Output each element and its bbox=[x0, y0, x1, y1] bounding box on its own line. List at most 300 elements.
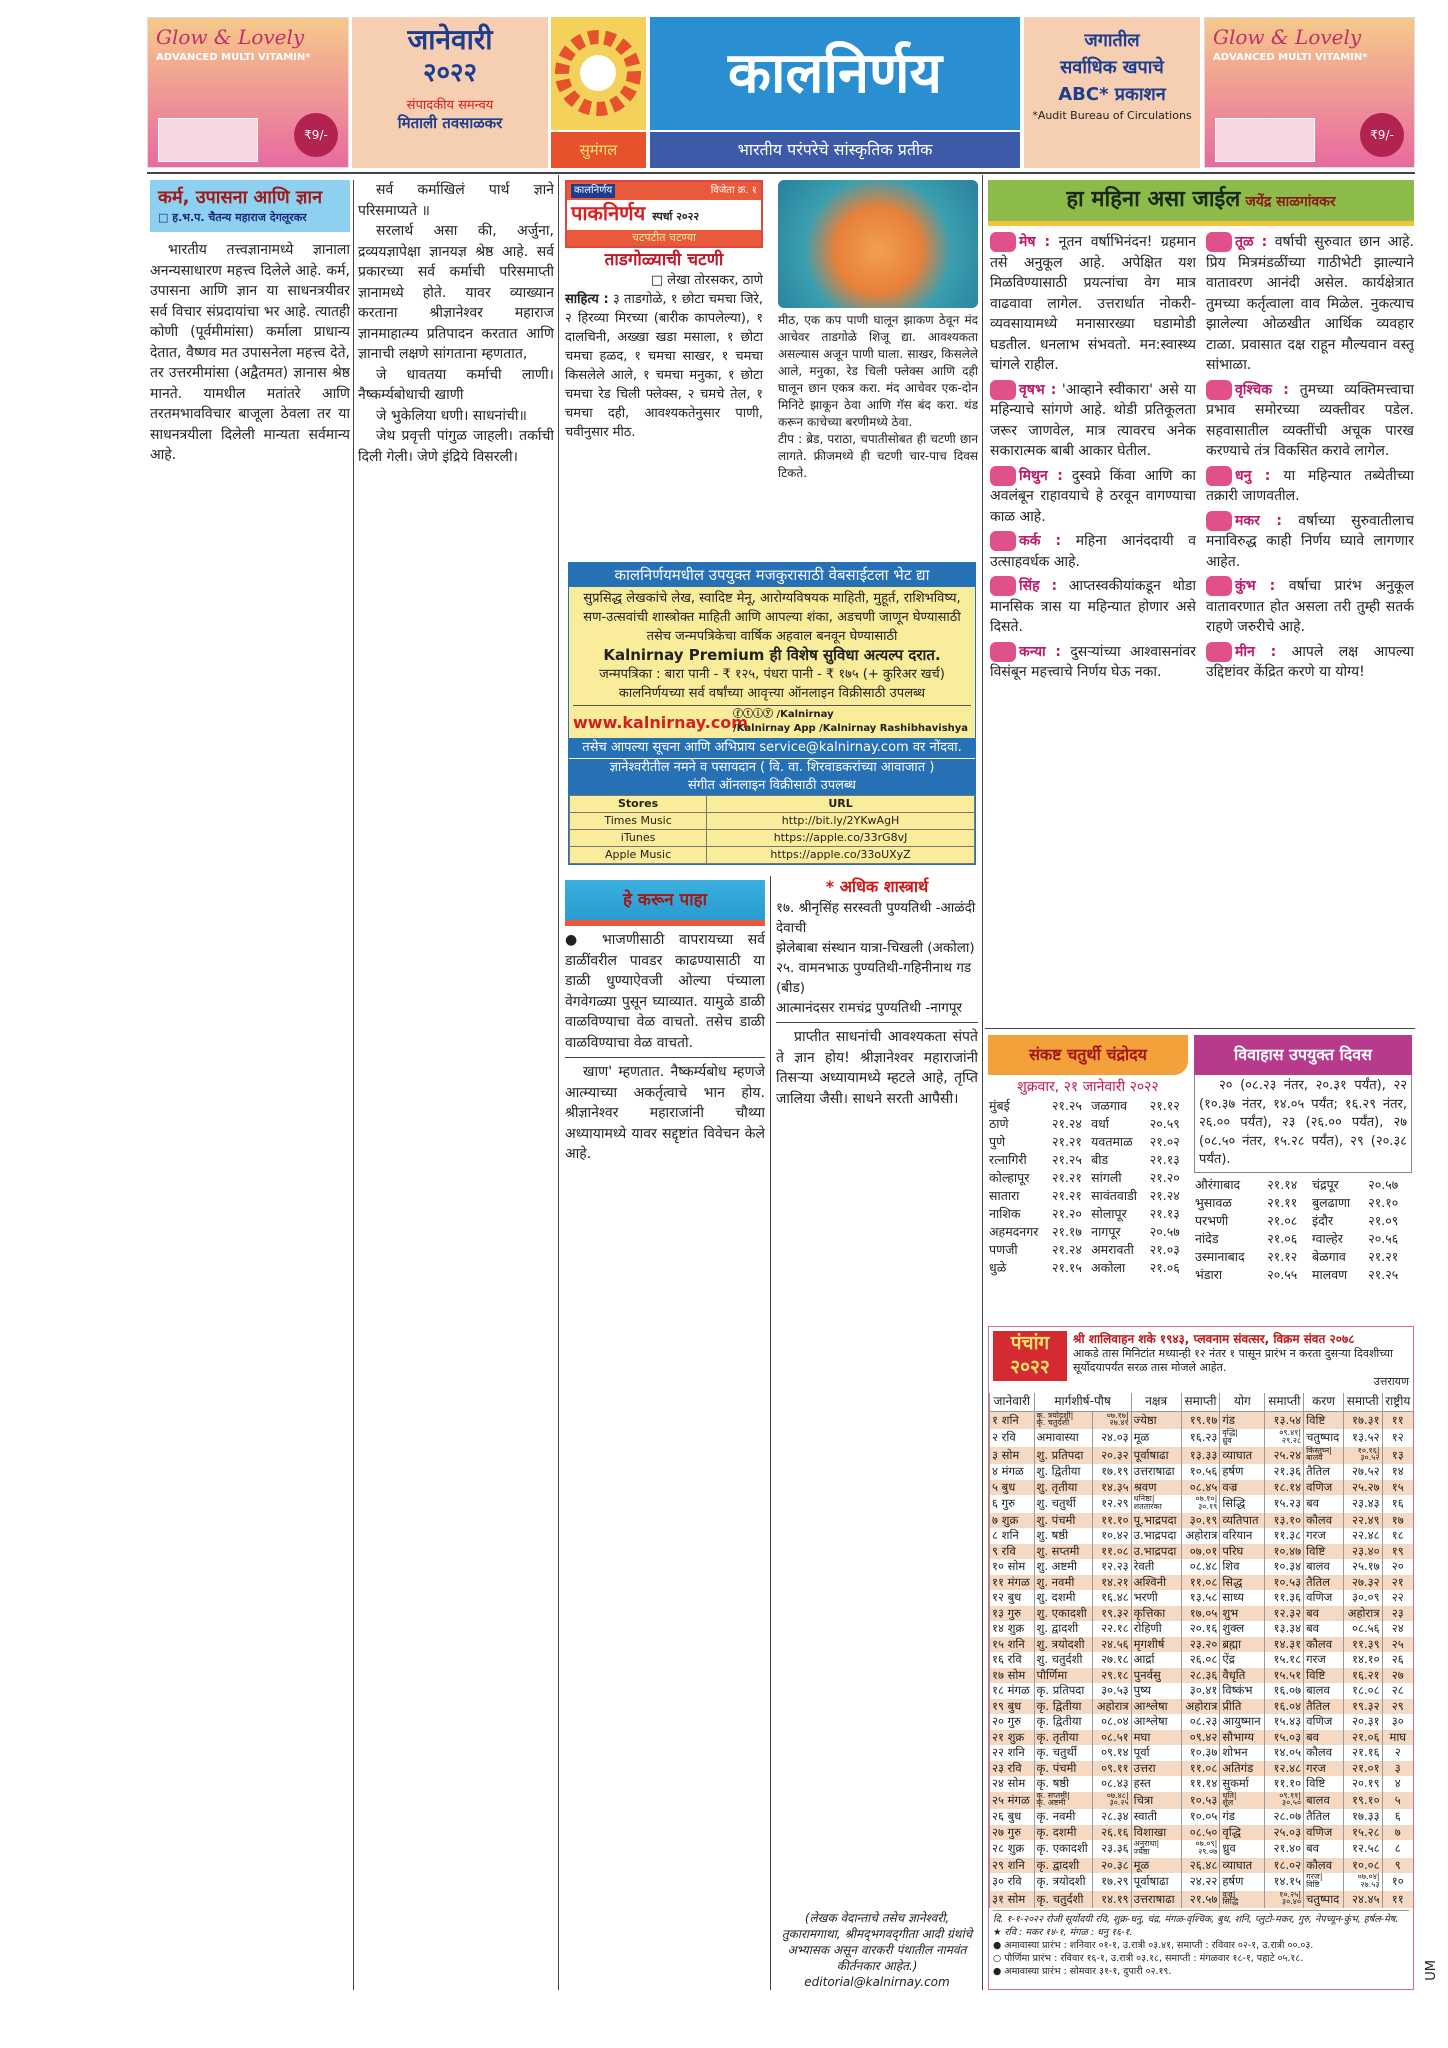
zodiac-sign-name: मीन : bbox=[1235, 643, 1277, 660]
panchang-cell: २६.०८ bbox=[1181, 1652, 1220, 1668]
zodiac-prediction: आपले लक्ष आपल्या उद्दिष्टांवर केंद्रित करणे या योग्य! bbox=[1206, 643, 1414, 680]
panchang-cell: साध्य bbox=[1220, 1590, 1265, 1606]
panchang-cell: ११.०८ bbox=[1181, 1761, 1220, 1777]
panchang-row bbox=[990, 1621, 1414, 1637]
moonrise-time: २१.०९ bbox=[1368, 1212, 1399, 1228]
middle-left-column bbox=[565, 880, 765, 1990]
store-row bbox=[570, 830, 975, 847]
moonrise-row bbox=[988, 1223, 1188, 1241]
panchang-cell bbox=[1034, 1792, 1093, 1810]
panchang-cell: वरियान bbox=[1220, 1528, 1265, 1544]
moonrise-row bbox=[1194, 1194, 1412, 1212]
panchang-cell: विष्टि bbox=[1304, 1411, 1344, 1429]
zodiac-sign-icon bbox=[1206, 232, 1232, 252]
product-image bbox=[158, 118, 258, 162]
panchang-cell: बालव bbox=[1304, 1559, 1344, 1575]
panchang-cell: १०.०५ bbox=[1181, 1809, 1220, 1825]
moonrise-time: २१.२१ bbox=[1051, 1188, 1082, 1203]
panchang-cell: कृ. द्वादशी bbox=[1034, 1858, 1093, 1874]
panchang-footnote: ○ पौर्णिमा प्रारंभ : रविवार १६-१, उ.रात्री ०३.१८, समाप्ती : मंगळवार १८-१, पहाटे ०५.१८. bbox=[993, 1953, 1304, 1964]
panchang-stacked-value: ०७.४८|३०.२५ bbox=[1106, 1790, 1129, 1807]
horoscope-entry bbox=[1206, 576, 1414, 638]
panchang-cell: २१.४० bbox=[1265, 1840, 1304, 1858]
panchang-box bbox=[988, 1326, 1414, 1990]
panchang-cell: ३०.०९ bbox=[1343, 1590, 1382, 1606]
divider bbox=[353, 180, 354, 1990]
panchang-cell: व्याघात bbox=[1220, 1858, 1265, 1874]
panchang-column-header: योग bbox=[1220, 1393, 1265, 1411]
panchang-cell: १९.१७ bbox=[1181, 1411, 1220, 1429]
panchang-cell: वणिज bbox=[1304, 1480, 1344, 1496]
panchang-column-header: करण bbox=[1304, 1393, 1344, 1411]
method-text: मीठ, एक कप पाणी घालून झाकण ठेवून मंद आचेवर ताडगोळे शिजू द्या. आवश्यकता असल्यास अजून पाणी घाला. साखर, किसलेले आले, मनुका, रेड चिली फ्लेक्स आणि दही घालून छान एकत्र करा. मंद आचेवर एक-दोन मिनिटे झाकून ठेवा आणि गॅस बंद करा. थंड करून काचेच्या बरणीमध्ये ठेवा. bbox=[778, 313, 978, 429]
panchang-cell: २०.१६ bbox=[1181, 1621, 1220, 1637]
panchang-cell: १ शनि bbox=[990, 1411, 1035, 1429]
panchang-cell: शु. प्रतिपदा bbox=[1034, 1447, 1093, 1465]
panchang-cell: बालव bbox=[1304, 1683, 1344, 1699]
panchang-row bbox=[990, 1730, 1414, 1746]
panchang-cell: सिद्ध bbox=[1220, 1575, 1265, 1591]
panchang-cell: ४ bbox=[1382, 1776, 1413, 1792]
store-row bbox=[570, 847, 975, 864]
divider bbox=[147, 172, 1415, 174]
paknirnay-banner bbox=[565, 180, 763, 248]
recipe-author: □ लेखा तोरसकर, ठाणे bbox=[650, 273, 763, 288]
app-link[interactable]: /Kalnirnay App bbox=[733, 723, 816, 734]
panchang-cell bbox=[1343, 1447, 1382, 1465]
website-link[interactable]: www.kalnirnay.com bbox=[573, 712, 748, 732]
moonrise-time: २१.२० bbox=[1149, 1170, 1180, 1185]
paknirnay-subtitle: चटपटीत चटण्या bbox=[632, 231, 696, 244]
panchang-cell: ३ bbox=[1382, 1761, 1413, 1777]
panchang-cell: प्रीति bbox=[1220, 1699, 1265, 1715]
moonrise-time: २१.२० bbox=[1051, 1206, 1082, 1221]
advertisement-left[interactable] bbox=[147, 17, 349, 168]
panchang-cell: १३.५८ bbox=[1181, 1590, 1220, 1606]
recipe-title: ताडगोळ्याची चटणी bbox=[604, 250, 724, 270]
recipe-left bbox=[565, 180, 763, 556]
panchang-cell: बव bbox=[1304, 1840, 1344, 1858]
panchang-cell: शु. चतुर्थी bbox=[1034, 1495, 1093, 1513]
panchang-title: श्री शालिवाहन शके १९४३, प्लवनाम संवत्सर, विक्रम संवत २०७८ bbox=[1073, 1332, 1355, 1346]
panchang-stacked-value: गरज|विष्टि bbox=[1306, 1872, 1323, 1889]
adhik-list bbox=[776, 898, 978, 1018]
panchang-cell: १३ bbox=[1382, 1447, 1413, 1465]
panchang-cell: वणिज bbox=[1304, 1825, 1344, 1841]
panchang-cell: शिव bbox=[1220, 1559, 1265, 1575]
city-name: सावंतवाडी bbox=[1091, 1188, 1138, 1203]
zodiac-prediction: 'आव्हाने स्वीकारा' असे या महिन्याचे सांगणे आहे. थोडी प्रतिकूलता जरूर जाणवेल, मात्र त्यावरच अनेक सकारात्मक बाबी आकार घेतील. bbox=[990, 381, 1196, 459]
panchang-cell bbox=[1093, 1792, 1131, 1810]
panchang-cell: अतिगंड bbox=[1220, 1761, 1265, 1777]
zodiac-sign-icon bbox=[1206, 511, 1232, 531]
panchang-cell: ३०.१९ bbox=[1181, 1513, 1220, 1529]
zodiac-sign-name: कन्या : bbox=[1019, 643, 1061, 660]
panchang-cell: तैतिल bbox=[1304, 1464, 1344, 1480]
panchang-row bbox=[990, 1480, 1414, 1496]
moonrise-row bbox=[1194, 1266, 1412, 1284]
zodiac-prediction: महिना आनंददायी व उत्साहवर्धक आहे. bbox=[990, 533, 1196, 570]
horoscope-right bbox=[1206, 232, 1414, 1026]
ayana: उत्तरायण bbox=[1373, 1375, 1409, 1388]
recipe-photo bbox=[778, 180, 978, 308]
city-name: जळगाव bbox=[1091, 1098, 1128, 1113]
panchang-cell: ध्रुव bbox=[1220, 1840, 1265, 1858]
panchang-cell: मृगशीर्ष bbox=[1131, 1637, 1181, 1653]
city-name: ठाणे bbox=[989, 1116, 1009, 1131]
moonrise-time: २१.०६ bbox=[1149, 1260, 1180, 1275]
panchang-cell: १८.०८ bbox=[1343, 1683, 1382, 1699]
panchang-cell: पौर्णिमा bbox=[1034, 1668, 1093, 1684]
panchang-cell: शु. त्रयोदशी bbox=[1034, 1637, 1093, 1653]
vivah-heading: विवाहास उपयुक्त दिवस bbox=[1194, 1035, 1412, 1075]
panchang-cell: १४.२१ bbox=[1093, 1575, 1131, 1591]
panchang-footnote: ● अमावास्या प्रारंभ : सोमवार ३१-१, दुपारी ०२.१९. bbox=[993, 1966, 1172, 1977]
panchang-cell: २४ सोम bbox=[990, 1776, 1035, 1792]
moonrise-time: २१.२५ bbox=[1051, 1152, 1082, 1167]
panchang-cell: आर्द्रा bbox=[1131, 1652, 1181, 1668]
url-header: URL bbox=[707, 796, 975, 813]
panchang-cell bbox=[1034, 1411, 1093, 1429]
panchang-cell: शु. सप्तमी bbox=[1034, 1544, 1093, 1560]
moonrise-time: २१.०३ bbox=[1149, 1242, 1180, 1257]
moonrise-row bbox=[988, 1187, 1188, 1205]
zodiac-sign-name: धनु : bbox=[1235, 467, 1271, 484]
panchang-cell: १०.०८ bbox=[1343, 1858, 1382, 1874]
divider bbox=[982, 175, 983, 1990]
panchang-cell: २६ बुध bbox=[990, 1809, 1035, 1825]
ingredients-text: ३ ताडगोळे, १ छोटा चमचा जिरे, २ हिरव्या मिरच्या (बारीक कापलेल्या), १ दालचिनी, अख्खा खडा मसाला, १ छोटा चमचा हळद, १ चमचा साखर, १ चमचा किसलेले आले, १ चमचा मनुका, १ छोटा चमचा रेड चिली फ्लेक्स, २ चमचे तेल, १ चमचा दही, आवश्यकतेनुसार पाणी, चवीनुसार मीठ. bbox=[565, 292, 763, 440]
panchang-footnotes bbox=[993, 1910, 1409, 1978]
divider bbox=[985, 1028, 1415, 1029]
city-name: नांदेड bbox=[1195, 1230, 1219, 1246]
store-url[interactable]: https://apple.co/33rG8vJ bbox=[707, 830, 975, 847]
panchang-cell: ६ गुरु bbox=[990, 1495, 1035, 1513]
panchang-cell: शु. द्वादशी bbox=[1034, 1621, 1093, 1637]
panchang-cell: कृ. चतुर्थी bbox=[1034, 1745, 1093, 1761]
panchang-cell: १४.१० bbox=[1343, 1652, 1382, 1668]
panchang-cell: वणिज bbox=[1304, 1590, 1344, 1606]
panchang-cell: २७ गुरु bbox=[990, 1825, 1035, 1841]
rashibhavishya-link[interactable]: /Kalnirnay Rashibhavishya bbox=[819, 723, 969, 734]
panchang-row bbox=[990, 1447, 1414, 1465]
panchang-cell: २२.४८ bbox=[1343, 1528, 1382, 1544]
panchang-cell: २५.१७ bbox=[1343, 1559, 1382, 1575]
panchang-cell: २३ रवि bbox=[990, 1761, 1035, 1777]
horoscope-entry bbox=[990, 642, 1196, 683]
panchang-stacked-value: १०.१६|३०.५२ bbox=[1357, 1445, 1380, 1462]
panchang-cell: गरज bbox=[1304, 1528, 1344, 1544]
article-author: □ ह.भ.प. चैतन्य महाराज देगलूरकर bbox=[158, 211, 307, 224]
panchang-row bbox=[990, 1714, 1414, 1730]
panchang-cell: २४.५६ bbox=[1093, 1637, 1131, 1653]
panchang-cell: १६ रवि bbox=[990, 1652, 1035, 1668]
panchang-cell: कौलव bbox=[1304, 1858, 1344, 1874]
panchang-cell: २९.१८ bbox=[1093, 1668, 1131, 1684]
panchang-cell: १५ bbox=[1382, 1480, 1413, 1496]
panchang-stacked-value: ०७.१०|३०.१९ bbox=[1195, 1494, 1218, 1511]
panchang-cell: १०.४२ bbox=[1093, 1528, 1131, 1544]
abc-note: *Audit Bureau of Circulations bbox=[1032, 109, 1192, 122]
panchang-cell: १० सोम bbox=[990, 1559, 1035, 1575]
store-url[interactable]: http://bit.ly/2YKwAgH bbox=[707, 813, 975, 830]
divider bbox=[770, 876, 771, 1990]
city-name: नाशिक bbox=[989, 1206, 1021, 1221]
zodiac-sign-icon bbox=[990, 232, 1016, 252]
panchang-cell: २८.०७ bbox=[1265, 1809, 1304, 1825]
panchang-cell: १६.०४ bbox=[1265, 1699, 1304, 1715]
panchang-cell: २०.१९ bbox=[1343, 1776, 1382, 1792]
moonrise-row bbox=[1194, 1212, 1412, 1230]
store-url[interactable]: https://apple.co/33oUXyZ bbox=[707, 847, 975, 864]
moonrise-time: २१.२४ bbox=[1051, 1242, 1082, 1257]
moonrise-row bbox=[988, 1241, 1188, 1259]
panchang-cell: २० गुरु bbox=[990, 1714, 1035, 1730]
moonrise-row bbox=[988, 1169, 1188, 1187]
author-note bbox=[776, 1910, 978, 1990]
social-icons[interactable]: ⓕⓣⓘⓨ bbox=[733, 709, 777, 720]
panchang-stacked-value: किंस्तुघ्न|बालव bbox=[1306, 1445, 1332, 1462]
horoscope-entry bbox=[1206, 642, 1414, 683]
panchang-cell: २१.३६ bbox=[1265, 1464, 1304, 1480]
zodiac-prediction: नूतन वर्षाभिनंदन! ग्रहमान तसे अनुकूल आहे. अपेक्षित यश मिळविण्यासाठी प्रयत्नांचा वेग मात्र वाढवावा लागेल. उत्तरार्धात नोकरी-व्यवसायामध्ये मनासारख्या घडामोडी घडतील. धनलाभ संभवतो. मन:स्वास्थ्य चांगले राहील. bbox=[990, 234, 1196, 373]
panchang-cell: १५ शनि bbox=[990, 1637, 1035, 1653]
sankashti-date: शुक्रवार, २१ जानेवारी २०२२ bbox=[1017, 1079, 1159, 1095]
panchang-cell: पूर्वा bbox=[1131, 1745, 1181, 1761]
panchang-cell bbox=[1343, 1873, 1382, 1891]
panchang-cell: कृ. नवमी bbox=[1034, 1809, 1093, 1825]
panchang-cell: २०.३२ bbox=[1093, 1447, 1131, 1465]
panchang-stacked-value: ०९.११|३०.५० bbox=[1279, 1790, 1302, 1807]
panchang-cell: विष्टि bbox=[1304, 1776, 1344, 1792]
horoscope-heading bbox=[988, 180, 1414, 226]
panchang-cell: १२.२९ bbox=[1093, 1495, 1131, 1513]
panchang-cell: २४.२२ bbox=[1181, 1873, 1220, 1891]
middle-right-column bbox=[776, 876, 978, 1990]
city-name: अकोला bbox=[1091, 1260, 1126, 1275]
panchang-cell: १६.०७ bbox=[1265, 1683, 1304, 1699]
promo-line: तसेच जन्मपत्रिकेचा वार्षिक अहवाल बनवून घेण्यासाठी bbox=[646, 629, 898, 644]
panchang-cell: १९.३२ bbox=[1093, 1606, 1131, 1622]
ad-brand: Glow & Lovely bbox=[1213, 25, 1362, 49]
advertisement-right[interactable] bbox=[1204, 17, 1415, 168]
panchang-row bbox=[990, 1891, 1414, 1909]
panchang-cell: विष्टि bbox=[1304, 1544, 1344, 1560]
panchang-cell: रोहिणी bbox=[1131, 1621, 1181, 1637]
abc-line2: सर्वाधिक खपाचे bbox=[1060, 57, 1164, 78]
panchang-cell: १७.१९ bbox=[1093, 1464, 1131, 1480]
panchang-cell: ८ शनि bbox=[990, 1528, 1035, 1544]
panchang-cell: कृ. तृतीया bbox=[1034, 1730, 1093, 1746]
panchang-column-header: समाप्ती bbox=[1343, 1393, 1382, 1411]
panchang-cell: मूळ bbox=[1131, 1858, 1181, 1874]
tip-heading: हे करून पाहा bbox=[565, 880, 765, 926]
city-name: बीड bbox=[1091, 1152, 1109, 1167]
moonrise-time: २१.१४ bbox=[1267, 1176, 1298, 1192]
panchang-cell: २ bbox=[1382, 1745, 1413, 1761]
moonrise-time: २१.२१ bbox=[1051, 1134, 1082, 1149]
panchang-stacked-value: वज्र|सिद्धि bbox=[1222, 1889, 1239, 1906]
panchang-cell: ११.०८ bbox=[1181, 1575, 1220, 1591]
panchang-cell: कृ. त्रयोदशी bbox=[1034, 1873, 1093, 1891]
promo-line: कालनिर्णयच्या सर्व वर्षांच्या आवृत्त्या ऑनलाइन विक्रीसाठी उपलब्ध bbox=[618, 686, 926, 701]
paknirnay-brand: कालनिर्णय bbox=[571, 184, 615, 198]
moonrise-time: २०.५७ bbox=[1368, 1176, 1399, 1192]
panchang-cell: पुष्य bbox=[1131, 1683, 1181, 1699]
panchang-cell: उत्तराषाढा bbox=[1131, 1464, 1181, 1480]
ingredients-label: साहित्य : bbox=[565, 292, 609, 307]
moonrise-time: २१.२१ bbox=[1368, 1248, 1399, 1264]
panchang-cell: तैतिल bbox=[1304, 1809, 1344, 1825]
vivah-dates: २० (०८.२३ नंतर, २०.३१ पर्यंत), २२ (१०.३७ नंतर, १४.०५ पर्यंत; १६.२९ नंतर, २६.०० पर्यंत), २३ (२६.०० पर्यंत), २७ (०८.५० नंतर, १५.२८ पर्यंत), २९ (२०.३८ पर्यंत). bbox=[1194, 1075, 1412, 1173]
margin-mark: UM bbox=[1424, 1960, 1439, 1981]
panchang-cell: १० bbox=[1382, 1873, 1413, 1891]
panchang-cell: ऐंद्र bbox=[1220, 1652, 1265, 1668]
panchang-cell: ०८.०४ bbox=[1093, 1714, 1131, 1730]
panchang-cell: कृ. प्रतिपदा bbox=[1034, 1683, 1093, 1699]
ad-tagline: ADVANCED MULTI VITAMIN* bbox=[1213, 52, 1368, 63]
city-name: सांगली bbox=[1091, 1170, 1122, 1185]
panchang-cell: १०.३७ bbox=[1181, 1745, 1220, 1761]
store-name: Times Music bbox=[570, 813, 707, 830]
panchang-cell: पूर्वाषाढा bbox=[1131, 1447, 1181, 1465]
panchang-cell: १७.०५ bbox=[1181, 1606, 1220, 1622]
moonrise-time: २१.१७ bbox=[1051, 1224, 1082, 1239]
editorial-email[interactable]: editorial@kalnirnay.com bbox=[804, 1975, 950, 1989]
panchang-top bbox=[989, 1327, 1413, 1393]
panchang-cell: १२ bbox=[1382, 1429, 1413, 1447]
article-left-column bbox=[150, 180, 350, 1990]
panchang-cell: कौलव bbox=[1304, 1637, 1344, 1653]
city-name: अमरावती bbox=[1091, 1242, 1134, 1257]
panchang-cell: ७ शुक्र bbox=[990, 1513, 1035, 1529]
panchang-cell: २०.३८ bbox=[1093, 1858, 1131, 1874]
panchang-cell: ०८.४५ bbox=[1181, 1480, 1220, 1496]
horoscope-left bbox=[990, 232, 1196, 1026]
article-paragraph: जेथ प्रवृत्ती पांगुळ जाहली। तर्काची दिली गेली। जेणे इंद्रिये विसरली। bbox=[358, 428, 554, 465]
social-handle[interactable]: /Kalnirnay bbox=[776, 709, 834, 720]
panchang-cell: ११.१० bbox=[1265, 1776, 1304, 1792]
panchang-cell: ११ bbox=[1382, 1411, 1413, 1429]
moonrise-row bbox=[988, 1115, 1188, 1133]
city-name: धुळे bbox=[989, 1260, 1007, 1275]
zodiac-sign-name: कुंभ : bbox=[1235, 578, 1276, 594]
moonrise-time: २१.२५ bbox=[1368, 1266, 1399, 1282]
sumangal-label: सुमंगल bbox=[551, 132, 646, 168]
panchang-cell: कृ. चतुर्दशी bbox=[1034, 1891, 1093, 1909]
shastrarth-item: १७. श्रीनृसिंह सरस्वती पुण्यतिथी -आळंदी देवाची bbox=[776, 900, 976, 936]
panchang-cell: शु. द्वितीया bbox=[1034, 1464, 1093, 1480]
panchang-cell: १४.१५ bbox=[1265, 1873, 1304, 1891]
zodiac-prediction: या महिन्यात तब्येतीच्या तक्रारी जाणवतील. bbox=[1206, 467, 1414, 504]
zodiac-prediction: वर्षाचा प्रारंभ अनुकूल वातावरणात होत असला तरी तुम्ही सतर्क राहणे जरुरीचे आहे. bbox=[1206, 578, 1414, 635]
music-line-2: संगीत ऑनलाइन विक्रीसाठी उपलब्ध bbox=[688, 778, 856, 793]
shastrarth-item: झेलेबाबा संस्थान यात्रा-चिखली (अकोला) bbox=[776, 940, 975, 956]
panchang-cell: बव bbox=[1304, 1621, 1344, 1637]
sun-logo-icon bbox=[551, 17, 646, 130]
panchang-row bbox=[990, 1683, 1414, 1699]
editor-name: मिताली तवसाळकर bbox=[397, 114, 503, 132]
panchang-cell: ११.०८ bbox=[1093, 1544, 1131, 1560]
panchang-row bbox=[990, 1840, 1414, 1858]
panchang-cell: शु. दशमी bbox=[1034, 1590, 1093, 1606]
shastrarth-item: २५. वामनभाऊ पुण्यतिथी-गहिनीनाथ गड (बीड) bbox=[776, 960, 972, 996]
panchang-cell bbox=[1181, 1495, 1220, 1513]
panchang-row bbox=[990, 1575, 1414, 1591]
panchang-row bbox=[990, 1606, 1414, 1622]
recipe-right bbox=[778, 180, 978, 556]
panchang-cell: हस्त bbox=[1131, 1776, 1181, 1792]
panchang-cell bbox=[1265, 1429, 1304, 1447]
moonrise-time: २१.१२ bbox=[1267, 1248, 1298, 1264]
moonrise-time: २१.१३ bbox=[1149, 1152, 1180, 1167]
panchang-cell: १५.०३ bbox=[1265, 1730, 1304, 1746]
panchang-cell: कृत्तिका bbox=[1131, 1606, 1181, 1622]
panchang-cell: १०.५३ bbox=[1265, 1575, 1304, 1591]
panchang-cell: अहोरात्र bbox=[1181, 1699, 1220, 1715]
panchang-cell: उ.भाद्रपदा bbox=[1131, 1528, 1181, 1544]
moonrise-time: २१.१५ bbox=[1051, 1260, 1082, 1275]
panchang-cell: २७.३२ bbox=[1343, 1575, 1382, 1591]
panchang-cell: मघा bbox=[1131, 1730, 1181, 1746]
panchang-cell: २५.०३ bbox=[1265, 1825, 1304, 1841]
ad-brand: Glow & Lovely bbox=[156, 25, 305, 49]
panchang-cell: २८.३४ bbox=[1093, 1809, 1131, 1825]
panchang-cell: २४.४५ bbox=[1343, 1891, 1382, 1909]
horoscope-title: हा महिना असा जाईल bbox=[1066, 187, 1241, 212]
panchang-cell: शुभ bbox=[1220, 1606, 1265, 1622]
city-name: चंद्रपूर bbox=[1312, 1176, 1339, 1192]
panchang-cell: शु. षष्ठी bbox=[1034, 1528, 1093, 1544]
panchang-cell: पुनर्वसु bbox=[1131, 1668, 1181, 1684]
panchang-cell: ०७.०१ bbox=[1181, 1544, 1220, 1560]
panchang-cell: ८ bbox=[1382, 1840, 1413, 1858]
moonrise-time: २१.२५ bbox=[1051, 1098, 1082, 1113]
city-name: कोल्हापूर bbox=[989, 1170, 1030, 1185]
panchang-cell: ०८.४८ bbox=[1181, 1559, 1220, 1575]
panchang-cell: २३.४० bbox=[1343, 1544, 1382, 1560]
panchang-cell: १९.३२ bbox=[1343, 1699, 1382, 1715]
panchang-footnote: ★ रवि : मकर १४-१, मंगळ : धनु १६-१. bbox=[993, 1927, 1133, 1938]
store-row bbox=[570, 813, 975, 830]
city-name: बुलढाणा bbox=[1312, 1194, 1351, 1210]
panchang-cell: कृ. षष्ठी bbox=[1034, 1776, 1093, 1792]
panchang-badge-text: पंचांग bbox=[1010, 1332, 1050, 1354]
panchang-cell: २१.०१ bbox=[1343, 1761, 1382, 1777]
panchang-cell: ११.३८ bbox=[1265, 1528, 1304, 1544]
panchang-cell: १५.१८ bbox=[1265, 1652, 1304, 1668]
panchang-cell: २२.४९ bbox=[1343, 1513, 1382, 1529]
panchang-cell: व्याघात bbox=[1220, 1447, 1265, 1465]
moonrise-time: २१.११ bbox=[1267, 1194, 1298, 1210]
panchang-column-header: नक्षत्र bbox=[1131, 1393, 1181, 1411]
zodiac-prediction: वर्षाच्या सुरुवातीलाच मनाविरुद्ध काही निर्णय घ्यावे लागणार आहेत. bbox=[1206, 512, 1414, 570]
panchang-cell: १३ गुरु bbox=[990, 1606, 1035, 1622]
panchang-cell: १३.१० bbox=[1265, 1513, 1304, 1529]
panchang-cell: माघ bbox=[1382, 1730, 1413, 1746]
panchang-cell: अमावास्या bbox=[1034, 1429, 1093, 1447]
panchang-cell: अहोरात्र bbox=[1343, 1606, 1382, 1622]
zodiac-sign-icon bbox=[1206, 380, 1232, 400]
zodiac-sign-name: वृषभ : bbox=[1019, 381, 1057, 398]
feedback-line: तसेच आपल्या सूचना आणि अभिप्राय service@kalnirnay.com वर नोंदवा. bbox=[569, 738, 975, 758]
city-name: ग्वाल्हेर bbox=[1312, 1230, 1343, 1246]
panchang-cell: शु. अष्टमी bbox=[1034, 1559, 1093, 1575]
panchang-note: आकडे तास मिनिटांत मध्यान्ही १२ नंतर १ पासून प्रारंभ न करता दुसऱ्या दिवशीच्या सूर्योदयापर्यंत सरळ तास मोजले आहेत. bbox=[1073, 1347, 1393, 1374]
panchang-cell bbox=[1220, 1891, 1265, 1909]
panchang-cell: ब्रह्मा bbox=[1220, 1637, 1265, 1653]
panchang-stacked-value: ०९.४१|२९.२८ bbox=[1279, 1428, 1302, 1445]
